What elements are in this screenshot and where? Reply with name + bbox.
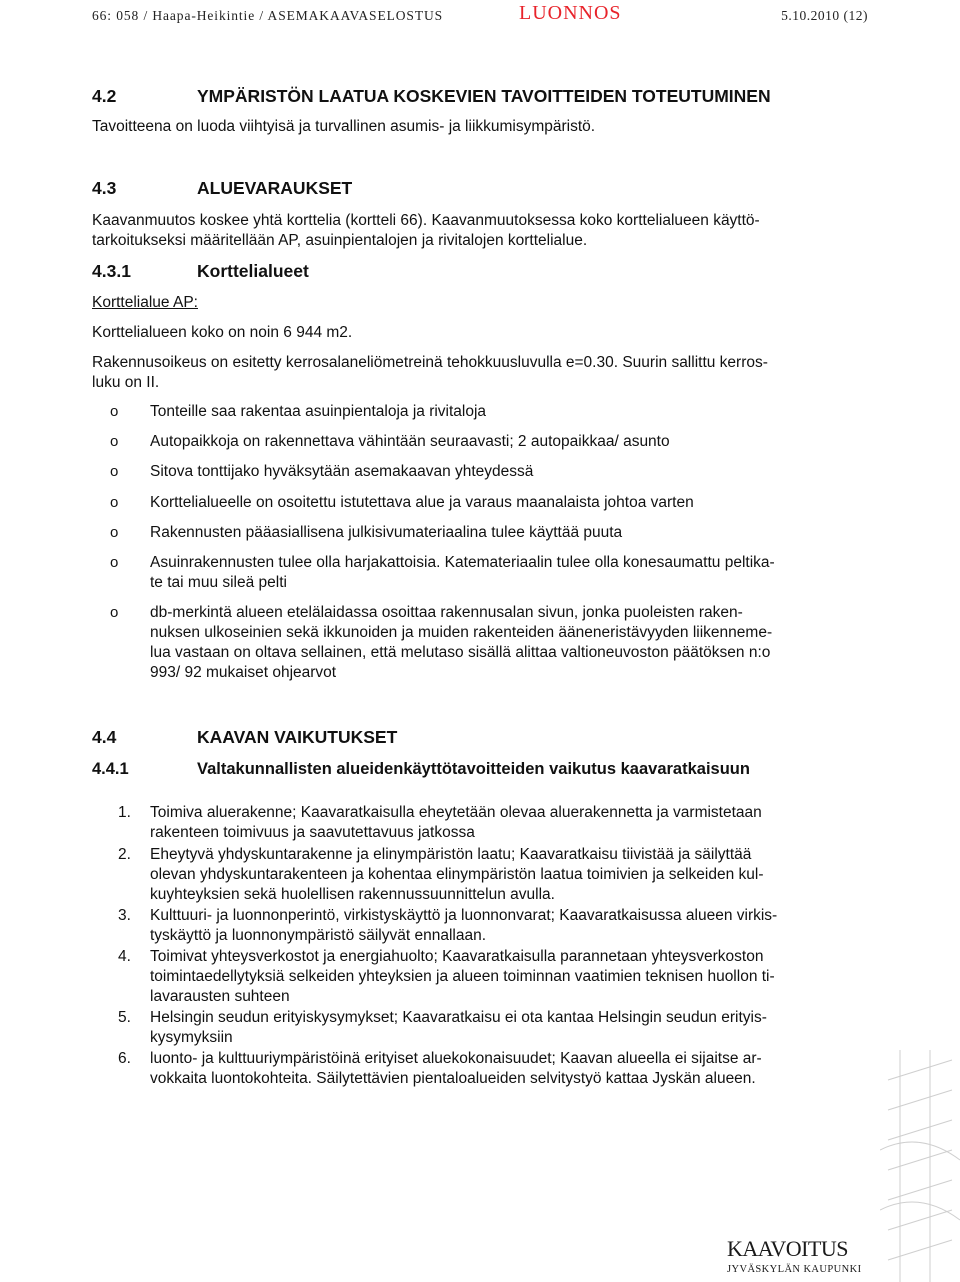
logo-organization: JYVÄSKYLÄN KAUPUNKI <box>727 1264 862 1275</box>
city-logo <box>727 1236 877 1275</box>
list-number: 3. <box>118 907 131 924</box>
list-item-text: Toimivat yhteysverkostot ja energiahuolto; Kaavaratkaisulla parannetaan yhteysverkoston <box>150 948 764 965</box>
bullet-marker: o <box>110 403 119 420</box>
subsection-number: 4.3.1 <box>92 261 131 281</box>
bullet-marker: o <box>110 463 119 480</box>
bullet-text-continued: lua vastaan on oltava sellainen, että melutaso sisällä alittaa valtioneuvoston päätöksen n:o <box>150 644 771 661</box>
draft-label: LUONNOS <box>519 2 622 24</box>
list-item-text-continued: lavarausten suhteen <box>150 988 290 1005</box>
paragraph-line: Kaavanmuutos koskee yhtä korttelia (kortteli 66). Kaavanmuutoksessa koko korttelialueen käyttö- <box>92 212 760 229</box>
bullet-marker: o <box>110 554 119 571</box>
list-item-text-continued: rakenteen toimivuus ja saavutettavuus jatkossa <box>150 824 475 841</box>
bullet-text: Asuinrakennusten tulee olla harjakattoisia. Katemateriaalin tulee olla konesaumattu peltika- <box>150 554 775 571</box>
list-number: 5. <box>118 1009 131 1026</box>
subsection-title: Valtakunnallisten alueidenkäyttötavoitteiden vaikutus kaavaratkaisuun <box>197 760 750 778</box>
list-item-text: Helsingin seudun erityiskysymykset; Kaavaratkaisu ei ota kantaa Helsingin seudun erityis- <box>150 1009 767 1026</box>
list-item-text: luonto- ja kulttuuriympäristöinä erityiset aluekokonaisuudet; Kaavan alueella ei sijaitse ar- <box>150 1050 762 1067</box>
subsection-number: 4.4.1 <box>92 760 129 778</box>
bullet-text: Rakennusten pääasiallisena julkisivumateriaalina tulee käyttää puuta <box>150 524 623 541</box>
bullet-text: Tonteille saa rakentaa asuinpientaloja ja rivitaloja <box>150 403 487 420</box>
bullet-text-continued: 993/ 92 mukaiset ohjearvot <box>150 664 337 681</box>
date-page-number: 5.10.2010 (12) <box>781 8 868 23</box>
paragraph: Korttelialueen koko on noin 6 944 m2. <box>92 324 353 341</box>
bullet-marker: o <box>110 433 119 450</box>
list-item-text-continued: vokkaita luontokohteita. Säilytettävien pientaloalueiden selvitystyö kattaa Jyskän alueen. <box>150 1070 756 1087</box>
section-title: YMPÄRISTÖN LAATUA KOSKEVIEN TAVOITTEIDEN TOTEUTUMINEN <box>197 86 771 106</box>
bullet-text: Korttelialueelle on osoitettu istutettava alue ja varaus maanalaista johtoa varten <box>150 494 694 511</box>
section-number: 4.3 <box>92 178 117 198</box>
bullet-text: db-merkintä alueen etelälaidassa osoittaa rakennusalan sivun, jonka puoleisten raken- <box>150 604 743 621</box>
paragraph-line: tarkoitukseksi määritellään AP, asuinpientalojen ja rivitalojen korttelialue. <box>92 232 588 249</box>
bullet-text: Autopaikkoja on rakennettava vähintään seuraavasti; 2 autopaikkaa/ asunto <box>150 433 670 450</box>
list-item-text-continued: toimintaedellytyksiä selkeiden yhteyksien ja alueen toiminnan vaatimien teknisen huollon ti- <box>150 968 775 985</box>
bullet-text-continued: te tai muu sileä pelti <box>150 574 287 591</box>
list-number: 4. <box>118 948 131 965</box>
section-number: 4.2 <box>92 86 117 106</box>
list-item-text: Kulttuuri- ja luonnonperintö, virkistyskäyttö ja luonnonvarat; Kaavaratkaisussa alueen virkis- <box>150 907 778 924</box>
decorative-watermark <box>880 1050 960 1282</box>
list-item-text-continued: kysymyksiin <box>150 1029 233 1046</box>
paragraph-line: Rakennusoikeus on esitetty kerrosalaneliömetreinä tehokkuusluvulla e=0.30. Suurin sallittu kerros- <box>92 354 768 371</box>
list-item-text-continued: kuyhteyksien sekä huolellisen rakennussuunnittelun avulla. <box>150 886 555 903</box>
list-item-text: Eheytyvä yhdyskuntarakenne ja elinympäristön laatu; Kaavaratkaisu tiivistää ja säilyttää <box>150 846 752 863</box>
list-item-text: Toimiva aluerakenne; Kaavaratkaisulla eheytetään olevaa aluerakennetta ja varmistetaan <box>150 804 762 821</box>
section-title: ALUEVARAUKSET <box>197 178 353 198</box>
logo-name: KAAVOITUS <box>727 1236 848 1261</box>
section-title: KAAVAN VAIKUTUKSET <box>197 727 398 747</box>
paragraph: Tavoitteena on luoda viihtyisä ja turvallinen asumis- ja liikkumisympäristö. <box>92 118 596 135</box>
paragraph-line: luku on II. <box>92 374 160 391</box>
bullet-marker: o <box>110 494 119 511</box>
bullet-text: Sitova tonttijako hyväksytään asemakaavan yhteydessä <box>150 463 534 480</box>
bullet-marker: o <box>110 524 119 541</box>
list-number: 2. <box>118 846 131 863</box>
bullet-marker: o <box>110 604 119 621</box>
section-number: 4.4 <box>92 727 117 747</box>
subsection-title: Korttelialueet <box>197 261 309 281</box>
bullet-text-continued: nuksen ulkoseinien sekä ikkunoiden ja muiden rakenteiden ääneneristävyyden liikenneme- <box>150 624 773 641</box>
list-item-text-continued: olevan yhdyskuntarakenteen ja kohentaa elinympäristön laatua toimivien ja selkeiden kul- <box>150 866 764 883</box>
list-number: 1. <box>118 804 131 821</box>
list-number: 6. <box>118 1050 131 1067</box>
page-header <box>92 4 868 26</box>
document-reference: 66: 058 / Haapa-Heikintie / ASEMAKAAVASELOSTUS <box>92 8 444 23</box>
block-heading: Korttelialue AP: <box>92 294 198 311</box>
list-item-text-continued: tyskäyttö ja luonnonympäristö säilyvät ennallaan. <box>150 927 487 944</box>
